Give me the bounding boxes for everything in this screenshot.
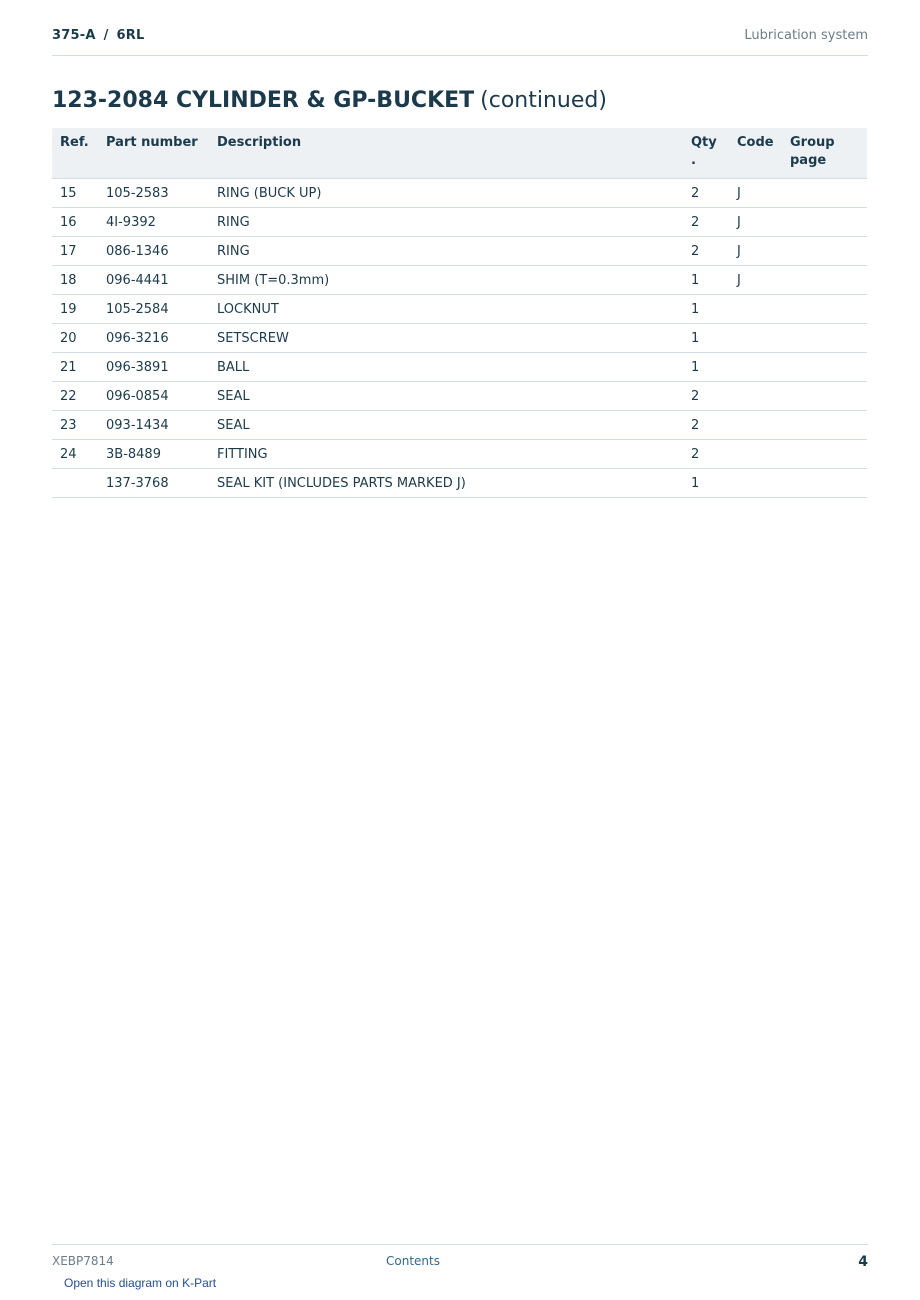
cell-code [729, 353, 782, 382]
document-id: XEBP7814 [52, 1254, 114, 1268]
cell-part-number[interactable]: 137-3768 [98, 469, 209, 498]
table-row [52, 237, 867, 266]
cell-description: FITTING [209, 440, 683, 469]
cell-group-page [782, 266, 867, 295]
cell-ref: 15 [52, 179, 98, 208]
cell-part-number[interactable]: 105-2583 [98, 179, 209, 208]
cell-part-number[interactable]: 4I-9392 [98, 208, 209, 237]
cell-ref: 23 [52, 411, 98, 440]
col-part-number-header: Part number [98, 128, 209, 179]
page-footer [52, 1244, 868, 1275]
cell-part-number[interactable]: 3B-8489 [98, 440, 209, 469]
cell-description: SHIM (T=0.3mm) [209, 266, 683, 295]
cell-qty: 2 [683, 179, 729, 208]
model-separator: / [103, 28, 109, 43]
contents-link[interactable]: Contents [386, 1254, 440, 1268]
cell-part-number[interactable]: 093-1434 [98, 411, 209, 440]
cell-description: SEAL [209, 382, 683, 411]
cell-ref: 21 [52, 353, 98, 382]
model-serial [52, 28, 145, 43]
model-number: 375-A [52, 28, 96, 43]
cell-code [729, 411, 782, 440]
cell-part-number[interactable]: 105-2584 [98, 295, 209, 324]
cell-qty: 2 [683, 382, 729, 411]
cell-group-page [782, 295, 867, 324]
col-ref-header: Ref. [52, 128, 98, 179]
cell-ref [52, 469, 98, 498]
cell-ref: 22 [52, 382, 98, 411]
col-group-page-header [782, 128, 867, 179]
cell-group-page [782, 469, 867, 498]
col-qty-header [683, 128, 729, 179]
table-row [52, 411, 867, 440]
cell-description: RING [209, 208, 683, 237]
cell-qty: 2 [683, 411, 729, 440]
cell-group-page [782, 411, 867, 440]
header-row [52, 128, 867, 179]
qty-header-line1: Qty [691, 135, 717, 150]
table-row [52, 440, 867, 469]
cell-ref: 18 [52, 266, 98, 295]
title-suffix: (continued) [480, 88, 607, 113]
cell-code: J [729, 179, 782, 208]
cell-code: J [729, 237, 782, 266]
page-number: 4 [858, 1254, 868, 1270]
cell-group-page [782, 237, 867, 266]
table-row [52, 382, 867, 411]
cell-description: SEAL [209, 411, 683, 440]
table-row [52, 266, 867, 295]
page-header [52, 28, 868, 56]
cell-qty: 2 [683, 237, 729, 266]
cell-qty: 1 [683, 266, 729, 295]
cell-ref: 20 [52, 324, 98, 353]
cell-code [729, 469, 782, 498]
parts-table-header [52, 128, 867, 179]
table-row [52, 469, 867, 498]
cell-description: RING [209, 237, 683, 266]
group-header-line1: Group [790, 135, 835, 150]
col-description-header: Description [209, 128, 683, 179]
cell-group-page [782, 440, 867, 469]
cell-qty: 1 [683, 295, 729, 324]
cell-part-number[interactable]: 096-3891 [98, 353, 209, 382]
parts-table-body [52, 179, 867, 498]
cell-code [729, 324, 782, 353]
cell-description: SEAL KIT (INCLUDES PARTS MARKED J) [209, 469, 683, 498]
cell-group-page [782, 382, 867, 411]
cell-part-number[interactable]: 086-1346 [98, 237, 209, 266]
group-header-line2: page [790, 153, 827, 168]
cell-part-number[interactable]: 096-3216 [98, 324, 209, 353]
cell-code [729, 295, 782, 324]
cell-ref: 24 [52, 440, 98, 469]
cell-ref: 19 [52, 295, 98, 324]
qty-header-line2: . [691, 153, 696, 168]
cell-description: BALL [209, 353, 683, 382]
cell-qty: 1 [683, 353, 729, 382]
table-row [52, 295, 867, 324]
cell-group-page [782, 179, 867, 208]
cell-group-page [782, 324, 867, 353]
cell-group-page [782, 208, 867, 237]
cell-description: RING (BUCK UP) [209, 179, 683, 208]
cell-qty: 1 [683, 324, 729, 353]
cell-qty: 2 [683, 208, 729, 237]
cell-code [729, 382, 782, 411]
parts-table [52, 128, 867, 498]
table-row [52, 208, 867, 237]
cell-code: J [729, 266, 782, 295]
col-code-header: Code [729, 128, 782, 179]
cell-description: SETSCREW [209, 324, 683, 353]
cell-part-number[interactable]: 096-0854 [98, 382, 209, 411]
cell-group-page [782, 353, 867, 382]
cell-part-number[interactable]: 096-4441 [98, 266, 209, 295]
open-kpart-link[interactable]: Open this diagram on K-Part [64, 1276, 217, 1290]
cell-qty: 1 [683, 469, 729, 498]
cell-ref: 16 [52, 208, 98, 237]
table-row [52, 179, 867, 208]
section-name: Lubrication system [744, 28, 868, 43]
page-title [52, 88, 607, 113]
cell-description: LOCKNUT [209, 295, 683, 324]
serial-prefix: 6RL [116, 28, 145, 43]
title-main: 123-2084 CYLINDER & GP-BUCKET [52, 88, 475, 113]
cell-code: J [729, 208, 782, 237]
cell-qty: 2 [683, 440, 729, 469]
table-row [52, 324, 867, 353]
cell-code [729, 440, 782, 469]
cell-ref: 17 [52, 237, 98, 266]
table-row [52, 353, 867, 382]
